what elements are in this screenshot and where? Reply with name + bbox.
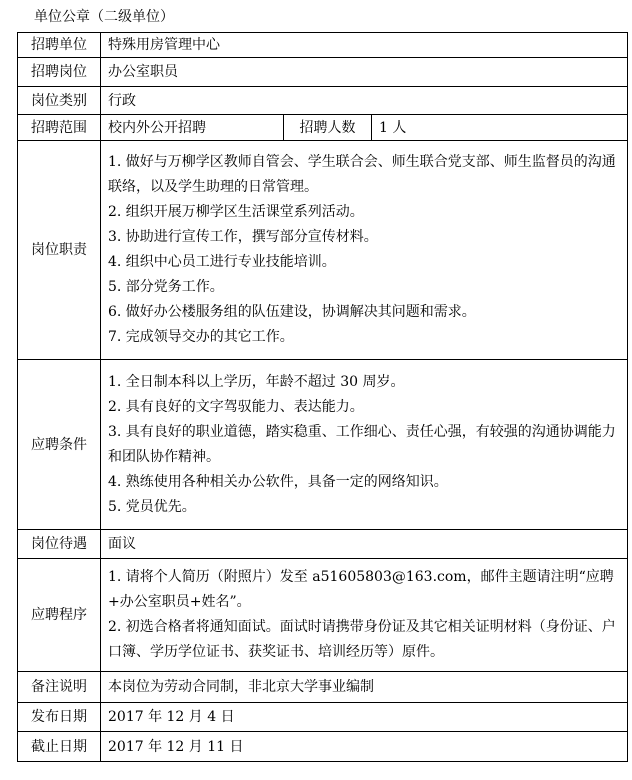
category-value: 行政 xyxy=(101,87,628,115)
category-label: 岗位类别 xyxy=(18,87,101,115)
row-duties xyxy=(18,141,628,360)
deadline-value: 2017 年 12 月 11 日 xyxy=(101,732,628,762)
recruitment-form-table xyxy=(17,32,628,762)
duties-label: 岗位职责 xyxy=(18,141,101,360)
requirements-list xyxy=(101,360,628,530)
list-item: 1. 做好与万柳学区教师自管会、学生联合会、师生联合党支部、师生监督员的沟通联络，以及学生助理的日常管理。 xyxy=(108,154,616,195)
unit-value: 特殊用房管理中心 xyxy=(101,33,628,58)
benefits-label: 岗位待遇 xyxy=(18,530,101,559)
scope-value: 校内外公开招聘 xyxy=(101,115,284,141)
row-benefits xyxy=(18,530,628,559)
row-position xyxy=(18,58,628,87)
remarks-value: 本岗位为劳动合同制，非北京大学事业编制 xyxy=(101,672,628,703)
row-remarks xyxy=(18,672,628,703)
deadline-label: 截止日期 xyxy=(18,732,101,762)
row-scope xyxy=(18,115,628,141)
list-item: 5. 部分党务工作。 xyxy=(108,279,224,295)
unit-label: 招聘单位 xyxy=(18,33,101,58)
procedure-label: 应聘程序 xyxy=(18,559,101,672)
position-value: 办公室职员 xyxy=(101,58,628,87)
list-item: 2. 具有良好的文字驾驭能力、表达能力。 xyxy=(108,398,364,415)
count-value: 1 人 xyxy=(372,115,628,141)
list-item: 1. 全日制本科以上学历，年龄不超过 30 周岁。 xyxy=(108,373,405,390)
list-item: 2. 初选合格者将通知面试。面试时请携带身份证及其它相关证明材料（身份证、户口簿、学历学位证书、获奖证书、培训经历等）原件。 xyxy=(108,619,616,660)
list-item: 7. 完成领导交办的其它工作。 xyxy=(108,329,294,345)
list-item: 1. 请将个人简历（附照片）发至 a51605803@163.com，邮件主题请注明“应聘+办公室职员+姓名”。 xyxy=(108,569,614,610)
remarks-label: 备注说明 xyxy=(18,672,101,703)
unit-seal-label: 单位公章（二级单位） xyxy=(34,9,174,25)
list-item: 3. 协助进行宣传工作，撰写部分宣传材料。 xyxy=(108,229,378,245)
row-requirements xyxy=(18,360,628,530)
list-item: 2. 组织开展万柳学区生活课堂系列活动。 xyxy=(108,204,364,220)
list-item: 5. 党员优先。 xyxy=(108,498,196,515)
row-unit xyxy=(18,33,628,58)
count-label: 招聘人数 xyxy=(284,115,372,141)
benefits-value: 面议 xyxy=(101,530,628,559)
row-procedure xyxy=(18,559,628,672)
list-item: 4. 组织中心员工进行专业技能培训。 xyxy=(108,254,336,270)
scope-label: 招聘范围 xyxy=(18,115,101,141)
list-item: 3. 具有良好的职业道德，踏实稳重、工作细心、责任心强，有较强的沟通协调能力和团队协作精神。 xyxy=(108,423,616,465)
row-deadline xyxy=(18,732,628,762)
list-item: 4. 熟练使用各种相关办公软件，具备一定的网络知识。 xyxy=(108,473,448,490)
procedure-list xyxy=(101,559,628,672)
requirements-label: 应聘条件 xyxy=(18,360,101,530)
row-publish-date xyxy=(18,703,628,732)
position-label: 招聘岗位 xyxy=(18,58,101,87)
duties-list xyxy=(101,141,628,360)
list-item: 6. 做好办公楼服务组的队伍建设，协调解决其问题和需求。 xyxy=(108,304,476,320)
row-category xyxy=(18,87,628,115)
publish-date-value: 2017 年 12 月 4 日 xyxy=(101,703,628,732)
publish-date-label: 发布日期 xyxy=(18,703,101,732)
